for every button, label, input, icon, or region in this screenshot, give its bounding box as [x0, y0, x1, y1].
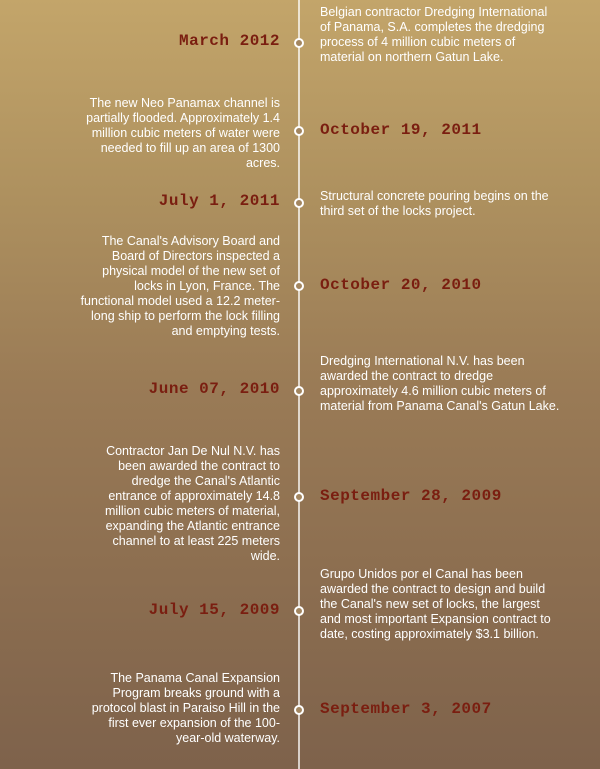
timeline-dot	[294, 386, 304, 396]
event-description: Dredging International N.V. has been awarded the contract to dredge approximately 4.6 million cubic meters of material from Panama Canal's Gatun Lake.	[320, 354, 560, 413]
event-date: September 28, 2009	[320, 487, 502, 505]
event-description: Structural concrete pouring begins on the third set of the locks project.	[320, 189, 549, 218]
event-date: July 1, 2011	[158, 192, 280, 210]
event-date: October 19, 2011	[320, 121, 482, 139]
event-date: July 15, 2009	[148, 601, 280, 619]
timeline-dot	[294, 606, 304, 616]
event-description: The Canal's Advisory Board and Board of Directors inspected a physical model of the new set of locks in Lyon, France. The functional model used a 12.2 meter-long ship to perform the lock filling and emptying tests.	[80, 234, 280, 338]
timeline-dot	[294, 126, 304, 136]
event-description: Contractor Jan De Nul N.V. has been awarded the contract to dredge the Canal's Atlantic entrance of approximately 14.8 million cubic meters of material, expanding the Atlantic entrance channel to at least 225 meters wide.	[104, 444, 280, 563]
event-description: The new Neo Panamax channel is partially flooded. Approximately 1.4 million cubic meters of water were needed to fill up an area of 1300 acres.	[86, 96, 280, 170]
event-date: June 07, 2010	[148, 380, 280, 398]
event-description: The Panama Canal Expansion Program breaks ground with a protocol blast in Paraiso Hill in the first ever expansion of the 100-year-old waterway.	[91, 671, 280, 745]
event-date: March 2012	[178, 32, 280, 50]
timeline-dot	[294, 281, 304, 291]
event-description: Belgian contractor Dredging International of Panama, S.A. completes the dredging process of 4 million cubic meters of material on northern Gatun Lake.	[320, 5, 548, 64]
event-date: October 20, 2010	[320, 276, 482, 294]
timeline-dot	[294, 198, 304, 208]
event-date: September 3, 2007	[320, 700, 492, 718]
timeline-dot	[294, 705, 304, 715]
timeline-line	[298, 0, 300, 769]
timeline-dot	[294, 492, 304, 502]
event-description: Grupo Unidos por el Canal has been awarded the contract to design and build the Canal's new set of locks, the largest and most important Expansion contract to date, costing approximately $3.1 billion.	[320, 567, 551, 641]
timeline-dot	[294, 38, 304, 48]
